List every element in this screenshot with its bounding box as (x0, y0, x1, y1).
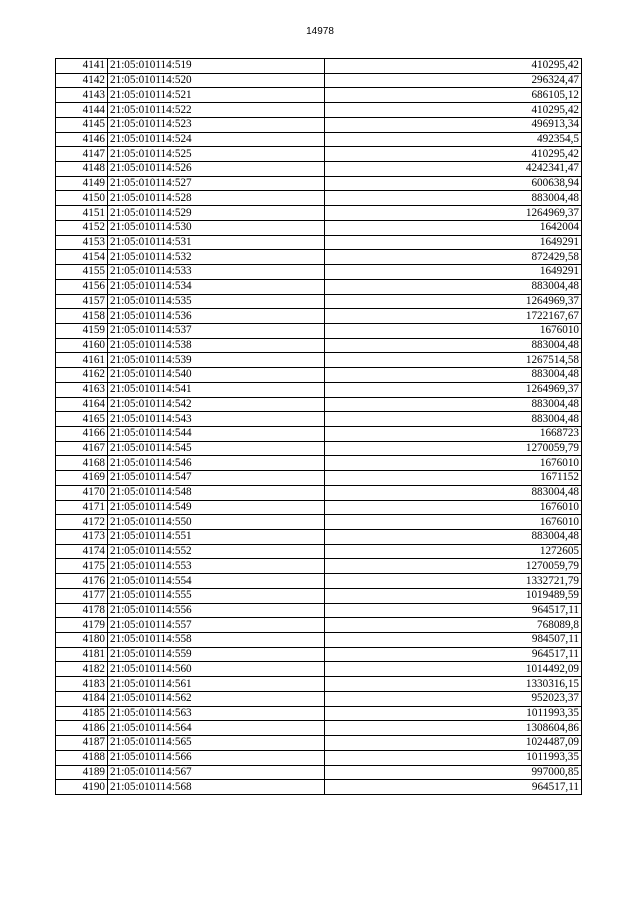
cadastral-value-cell: 1649291 (325, 235, 582, 250)
row-number-cell: 4174 (56, 544, 108, 559)
row-number-cell: 4162 (56, 368, 108, 383)
cadastral-number-cell: 21:05:010114:546 (108, 456, 325, 471)
table-row (56, 662, 582, 677)
cadastral-number-cell: 21:05:010114:550 (108, 515, 325, 530)
row-number-cell: 4163 (56, 382, 108, 397)
cadastral-number-cell: 21:05:010114:549 (108, 500, 325, 515)
row-number-cell: 4143 (56, 88, 108, 103)
cadastral-value-cell: 1722167,67 (325, 309, 582, 324)
row-number-cell: 4189 (56, 765, 108, 780)
row-number-cell: 4184 (56, 691, 108, 706)
cadastral-value-cell: 1019489,59 (325, 588, 582, 603)
row-number-cell: 4148 (56, 162, 108, 177)
table-row (56, 691, 582, 706)
cadastral-value-cell: 883004,48 (325, 412, 582, 427)
cadastral-number-cell: 21:05:010114:528 (108, 191, 325, 206)
cadastral-number-cell: 21:05:010114:532 (108, 250, 325, 265)
table-row (56, 88, 582, 103)
table-row (56, 147, 582, 162)
cadastral-value-table (55, 58, 582, 795)
cadastral-number-cell: 21:05:010114:539 (108, 353, 325, 368)
cadastral-number-cell: 21:05:010114:544 (108, 426, 325, 441)
table-row (56, 368, 582, 383)
cadastral-number-cell: 21:05:010114:556 (108, 603, 325, 618)
cadastral-number-cell: 21:05:010114:538 (108, 338, 325, 353)
cadastral-value-cell: 1267514,58 (325, 353, 582, 368)
row-number-cell: 4165 (56, 412, 108, 427)
cadastral-value-cell: 1671152 (325, 471, 582, 486)
cadastral-value-cell: 1668723 (325, 426, 582, 441)
table-row (56, 73, 582, 88)
table-row (56, 176, 582, 191)
cadastral-value-cell: 1330316,15 (325, 677, 582, 692)
row-number-cell: 4153 (56, 235, 108, 250)
cadastral-value-cell: 1014492,09 (325, 662, 582, 677)
cadastral-value-cell: 1332721,79 (325, 574, 582, 589)
row-number-cell: 4160 (56, 338, 108, 353)
row-number-cell: 4149 (56, 176, 108, 191)
cadastral-number-cell: 21:05:010114:536 (108, 309, 325, 324)
cadastral-number-cell: 21:05:010114:523 (108, 117, 325, 132)
row-number-cell: 4183 (56, 677, 108, 692)
cadastral-number-cell: 21:05:010114:554 (108, 574, 325, 589)
row-number-cell: 4169 (56, 471, 108, 486)
row-number-cell: 4147 (56, 147, 108, 162)
cadastral-number-cell: 21:05:010114:520 (108, 73, 325, 88)
table-row (56, 309, 582, 324)
cadastral-number-cell: 21:05:010114:561 (108, 677, 325, 692)
table-row (56, 397, 582, 412)
cadastral-number-cell: 21:05:010114:524 (108, 132, 325, 147)
table-row (56, 471, 582, 486)
table-row (56, 750, 582, 765)
cadastral-value-cell: 952023,37 (325, 691, 582, 706)
row-number-cell: 4182 (56, 662, 108, 677)
cadastral-number-cell: 21:05:010114:543 (108, 412, 325, 427)
table-row (56, 485, 582, 500)
row-number-cell: 4157 (56, 294, 108, 309)
cadastral-number-cell: 21:05:010114:568 (108, 780, 325, 795)
table-row (56, 765, 582, 780)
table-row (56, 515, 582, 530)
cadastral-value-cell: 1642004 (325, 220, 582, 235)
table-row (56, 412, 582, 427)
cadastral-value-cell: 964517,11 (325, 603, 582, 618)
cadastral-value-cell: 600638,94 (325, 176, 582, 191)
row-number-cell: 4156 (56, 279, 108, 294)
row-number-cell: 4186 (56, 721, 108, 736)
cadastral-number-cell: 21:05:010114:534 (108, 279, 325, 294)
row-number-cell: 4155 (56, 265, 108, 280)
row-number-cell: 4178 (56, 603, 108, 618)
cadastral-value-cell: 768089,8 (325, 618, 582, 633)
cadastral-value-cell: 883004,48 (325, 530, 582, 545)
row-number-cell: 4141 (56, 59, 108, 74)
cadastral-value-cell: 1264969,37 (325, 206, 582, 221)
cadastral-value-cell: 1272605 (325, 544, 582, 559)
cadastral-value-cell: 997000,85 (325, 765, 582, 780)
cadastral-number-cell: 21:05:010114:547 (108, 471, 325, 486)
cadastral-value-cell: 883004,48 (325, 485, 582, 500)
cadastral-value-cell: 1264969,37 (325, 382, 582, 397)
table-row (56, 574, 582, 589)
row-number-cell: 4180 (56, 633, 108, 648)
cadastral-number-cell: 21:05:010114:519 (108, 59, 325, 74)
cadastral-number-cell: 21:05:010114:553 (108, 559, 325, 574)
cadastral-number-cell: 21:05:010114:563 (108, 706, 325, 721)
table-row (56, 426, 582, 441)
table-row (56, 500, 582, 515)
cadastral-value-cell: 410295,42 (325, 59, 582, 74)
cadastral-number-cell: 21:05:010114:557 (108, 618, 325, 633)
cadastral-value-cell: 410295,42 (325, 147, 582, 162)
table-row (56, 603, 582, 618)
cadastral-value-cell: 496913,34 (325, 117, 582, 132)
row-number-cell: 4158 (56, 309, 108, 324)
row-number-cell: 4177 (56, 588, 108, 603)
cadastral-number-cell: 21:05:010114:540 (108, 368, 325, 383)
row-number-cell: 4168 (56, 456, 108, 471)
cadastral-number-cell: 21:05:010114:559 (108, 647, 325, 662)
table-row (56, 721, 582, 736)
row-number-cell: 4152 (56, 220, 108, 235)
cadastral-value-cell: 410295,42 (325, 103, 582, 118)
cadastral-number-cell: 21:05:010114:555 (108, 588, 325, 603)
table-row (56, 279, 582, 294)
row-number-cell: 4187 (56, 736, 108, 751)
table-row (56, 117, 582, 132)
cadastral-value-cell: 1264969,37 (325, 294, 582, 309)
table-row (56, 265, 582, 280)
cadastral-value-cell: 1676010 (325, 456, 582, 471)
row-number-cell: 4142 (56, 73, 108, 88)
cadastral-value-cell: 883004,48 (325, 368, 582, 383)
page-number: 14978 (306, 26, 334, 37)
row-number-cell: 4159 (56, 323, 108, 338)
table-row (56, 633, 582, 648)
table-row (56, 677, 582, 692)
cadastral-value-cell: 1011993,35 (325, 750, 582, 765)
table-row (56, 618, 582, 633)
row-number-cell: 4164 (56, 397, 108, 412)
cadastral-value-cell: 883004,48 (325, 397, 582, 412)
cadastral-number-cell: 21:05:010114:530 (108, 220, 325, 235)
table-row (56, 235, 582, 250)
row-number-cell: 4154 (56, 250, 108, 265)
cadastral-number-cell: 21:05:010114:537 (108, 323, 325, 338)
cadastral-number-cell: 21:05:010114:541 (108, 382, 325, 397)
cadastral-value-cell: 984507,11 (325, 633, 582, 648)
cadastral-number-cell: 21:05:010114:551 (108, 530, 325, 545)
cadastral-number-cell: 21:05:010114:566 (108, 750, 325, 765)
row-number-cell: 4176 (56, 574, 108, 589)
cadastral-number-cell: 21:05:010114:542 (108, 397, 325, 412)
cadastral-number-cell: 21:05:010114:564 (108, 721, 325, 736)
table-row (56, 647, 582, 662)
cadastral-number-cell: 21:05:010114:548 (108, 485, 325, 500)
cadastral-value-cell: 872429,58 (325, 250, 582, 265)
cadastral-number-cell: 21:05:010114:545 (108, 441, 325, 456)
table-row (56, 338, 582, 353)
cadastral-value-cell: 1676010 (325, 500, 582, 515)
cadastral-value-cell: 883004,48 (325, 338, 582, 353)
cadastral-number-cell: 21:05:010114:565 (108, 736, 325, 751)
row-number-cell: 4144 (56, 103, 108, 118)
table-row (56, 323, 582, 338)
row-number-cell: 4166 (56, 426, 108, 441)
table-row (56, 736, 582, 751)
cadastral-number-cell: 21:05:010114:533 (108, 265, 325, 280)
cadastral-number-cell: 21:05:010114:562 (108, 691, 325, 706)
cadastral-number-cell: 21:05:010114:567 (108, 765, 325, 780)
row-number-cell: 4146 (56, 132, 108, 147)
cadastral-number-cell: 21:05:010114:526 (108, 162, 325, 177)
row-number-cell: 4172 (56, 515, 108, 530)
cadastral-value-cell: 686105,12 (325, 88, 582, 103)
cadastral-value-cell: 4242341,47 (325, 162, 582, 177)
cadastral-number-cell: 21:05:010114:529 (108, 206, 325, 221)
table-row (56, 559, 582, 574)
cadastral-number-cell: 21:05:010114:521 (108, 88, 325, 103)
cadastral-value-cell: 883004,48 (325, 279, 582, 294)
row-number-cell: 4185 (56, 706, 108, 721)
table-row (56, 456, 582, 471)
row-number-cell: 4161 (56, 353, 108, 368)
cadastral-value-cell: 883004,48 (325, 191, 582, 206)
cadastral-value-cell: 964517,11 (325, 780, 582, 795)
cadastral-value-cell: 1308604,86 (325, 721, 582, 736)
row-number-cell: 4179 (56, 618, 108, 633)
cadastral-value-cell: 1011993,35 (325, 706, 582, 721)
table-row (56, 544, 582, 559)
row-number-cell: 4150 (56, 191, 108, 206)
cadastral-value-cell: 1676010 (325, 323, 582, 338)
cadastral-value-cell: 964517,11 (325, 647, 582, 662)
table-row (56, 294, 582, 309)
row-number-cell: 4175 (56, 559, 108, 574)
cadastral-value-cell: 1676010 (325, 515, 582, 530)
row-number-cell: 4181 (56, 647, 108, 662)
cadastral-number-cell: 21:05:010114:560 (108, 662, 325, 677)
table-row (56, 706, 582, 721)
cadastral-number-cell: 21:05:010114:527 (108, 176, 325, 191)
cadastral-value-cell: 1649291 (325, 265, 582, 280)
table-row (56, 530, 582, 545)
table-row (56, 780, 582, 795)
cadastral-value-cell: 1270059,79 (325, 559, 582, 574)
row-number-cell: 4170 (56, 485, 108, 500)
row-number-cell: 4145 (56, 117, 108, 132)
table-row (56, 162, 582, 177)
table-body (56, 59, 582, 795)
row-number-cell: 4173 (56, 530, 108, 545)
cadastral-number-cell: 21:05:010114:525 (108, 147, 325, 162)
cadastral-number-cell: 21:05:010114:558 (108, 633, 325, 648)
table-row (56, 588, 582, 603)
cadastral-value-cell: 1270059,79 (325, 441, 582, 456)
cadastral-value-cell: 492354,5 (325, 132, 582, 147)
table-row (56, 103, 582, 118)
row-number-cell: 4167 (56, 441, 108, 456)
table-row (56, 441, 582, 456)
cadastral-number-cell: 21:05:010114:535 (108, 294, 325, 309)
table-row (56, 191, 582, 206)
table-row (56, 250, 582, 265)
table-row (56, 220, 582, 235)
table-row (56, 132, 582, 147)
cadastral-number-cell: 21:05:010114:552 (108, 544, 325, 559)
row-number-cell: 4151 (56, 206, 108, 221)
cadastral-number-cell: 21:05:010114:522 (108, 103, 325, 118)
cadastral-number-cell: 21:05:010114:531 (108, 235, 325, 250)
cadastral-value-cell: 1024487,09 (325, 736, 582, 751)
row-number-cell: 4190 (56, 780, 108, 795)
row-number-cell: 4188 (56, 750, 108, 765)
table-row (56, 59, 582, 74)
table-row (56, 206, 582, 221)
table-row (56, 353, 582, 368)
cadastral-value-cell: 296324,47 (325, 73, 582, 88)
table-row (56, 382, 582, 397)
row-number-cell: 4171 (56, 500, 108, 515)
